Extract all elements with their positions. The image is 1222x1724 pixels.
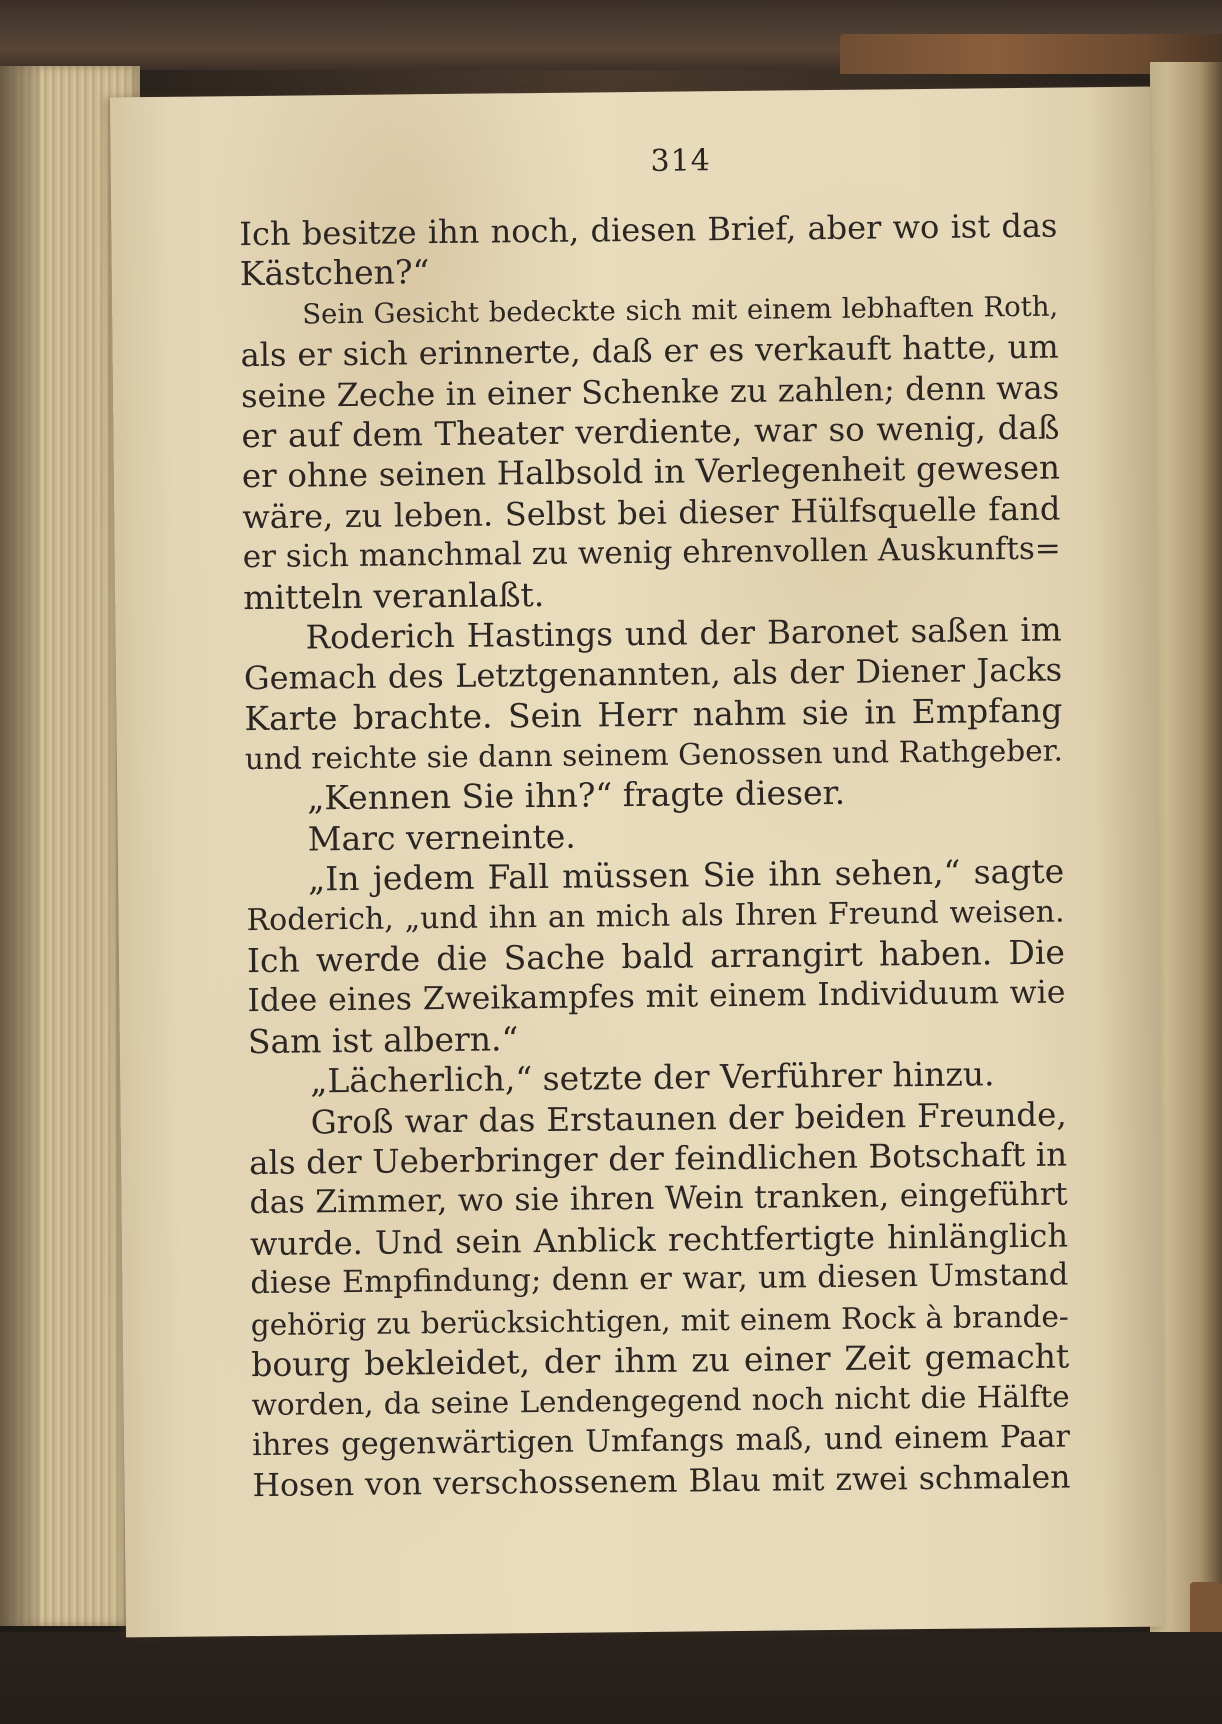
text-line: er sich manchmal zu wenig ehrenvollen Auskunfts= [242, 530, 1061, 576]
book-cover-bottom [0, 1632, 1222, 1724]
text-line: diese Empfindung; denn er war, um diesen Umstand [250, 1257, 1069, 1302]
book-cover-top [0, 0, 1222, 70]
text-line: Hosen von verschossenem Blau mit zwei schmalen [252, 1459, 1071, 1505]
text-line: worden, da seine Lendengegend noch nicht die Hälfte [251, 1379, 1070, 1423]
text-line: Groß war das Erstaunen der beiden Freunde, [310, 1095, 1067, 1142]
text-line: Sam ist albern.“ [247, 1019, 519, 1061]
text-line: Idee eines Zweikampfes mit einem Individuum wie [247, 974, 1066, 1020]
text-line: und reichte sie dann seinem Genossen und Rathgeber. [244, 733, 1064, 777]
text-line: er ohne seinen Halbsold in Verlegenheit gewesen [241, 448, 1061, 496]
book-page [110, 87, 1166, 1638]
text-line: Kästchen?“ [239, 252, 430, 294]
text-line: „Kennen Sie ihn?“ fragte dieser. [307, 773, 846, 818]
text-line: wurde. Und sein Anblick rechtfertigte hinlänglich [249, 1216, 1069, 1263]
text-line: „Lächerlich,“ setzte der Verführer hinzu. [310, 1054, 995, 1101]
text-line: Sein Gesicht bedeckte sich mit einem lebhaften Roth, [302, 290, 1059, 331]
text-line: Karte brachte. Sein Herr nahm sie in Empfang [244, 690, 1063, 738]
text-line: Ich besitze ihn noch, diesen Brief, aber wo ist das [239, 206, 1058, 254]
text-line: Ich werde die Sache bald arrangirt haben. Die [246, 932, 1066, 981]
text-line: Gemach des Letztgenannten, als der Diener Jacks [243, 650, 1063, 698]
text-line: er auf dem Theater verdiente, war so wenig, daß [241, 408, 1060, 456]
page-number: 314 [650, 143, 711, 179]
text-line: Roderich, „und ihn an mich als Ihren Freund weisen. [246, 894, 1065, 938]
text-line: Marc verneinte. [307, 816, 576, 859]
text-line: gehörig zu berücksichtigen, mit einem Rock à brande- [250, 1299, 1069, 1342]
text-line: Roderich Hastings und der Baronet saßen im [305, 610, 1062, 657]
text-line: seine Zeche in einer Schenke zu zahlen; denn was [240, 368, 1060, 415]
text-line: als der Ueberbringer der feindlichen Botschaft in [248, 1135, 1068, 1183]
text-line: als er sich erinnerte, daß er es verkauft hatte, um [240, 327, 1059, 375]
text-line: das Zimmer, wo sie ihren Wein tranken, eingeführt [249, 1176, 1068, 1222]
text-line: bourg bekleidet, der ihm zu einer Zeit gemacht [251, 1336, 1070, 1385]
text-line: „In jedem Fall müssen Sie ihn sehen,“ sagte [307, 851, 1065, 899]
body-text [239, 206, 1070, 1507]
text-line: wäre, zu leben. Selbst bei dieser Hülfsquelle fand [242, 489, 1061, 536]
text-line: ihres gegenwärtigen Umfangs maß, und einem Paar [251, 1419, 1071, 1463]
text-line: mitteln veranlaßt. [243, 574, 545, 617]
